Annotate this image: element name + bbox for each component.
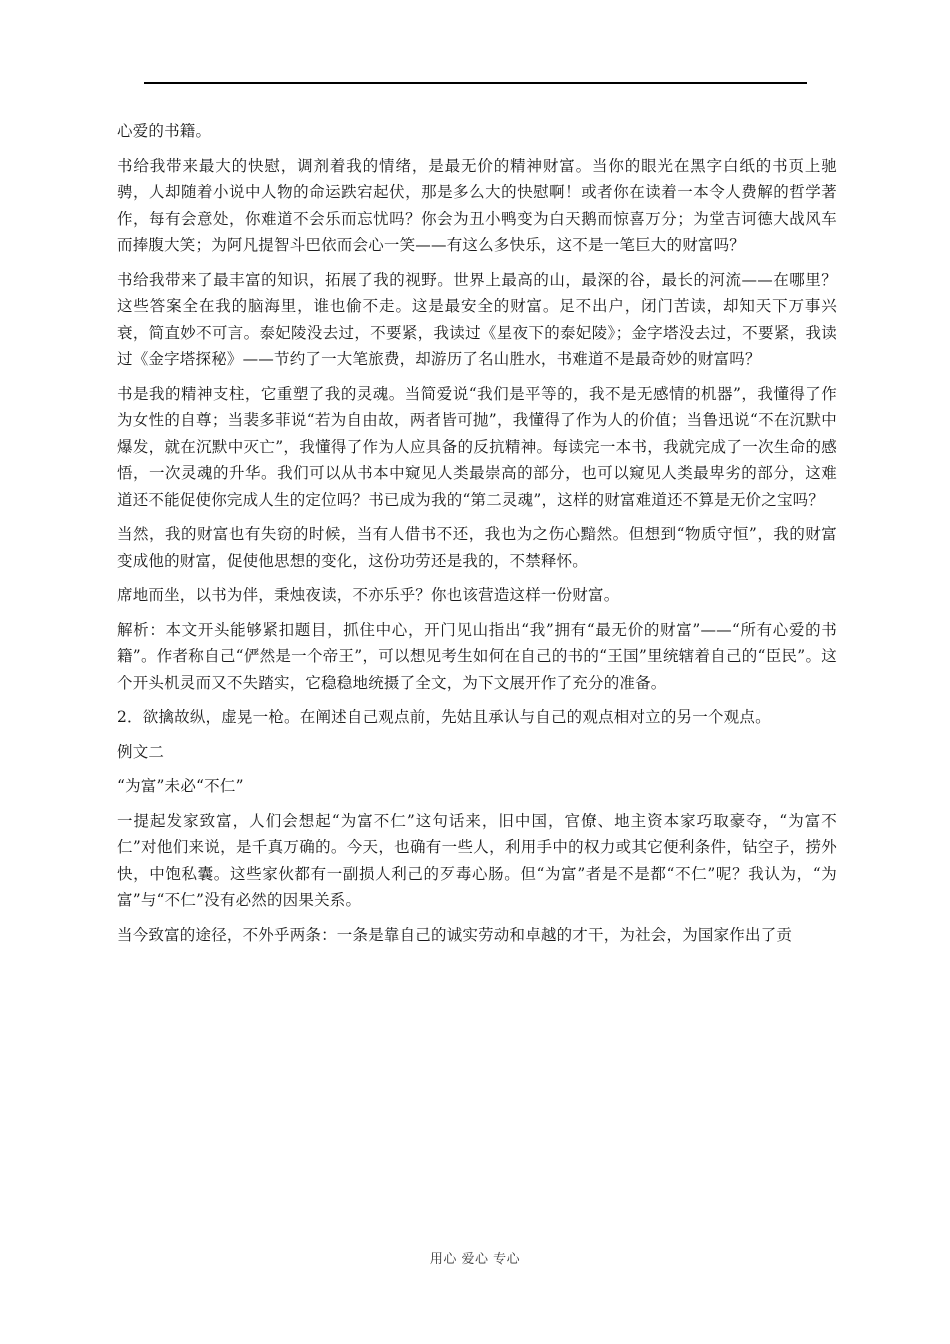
- page-footer: 用心 爱心 专心: [429, 1252, 521, 1267]
- analysis-paragraph: 解析：本文开头能够紧扣题目，抓住中心，开门见山指出“我”拥有“最无价的财富”——“所有心爱的书籍”。作者称自己“俨然是一个帝王”，可以想见考生如何在自己的书的“王国”里统辖着自己的“臣民”。这个开头机灵而又不失踏实，它稳稳地统摄了全文，为下文展开作了充分的准备。: [117, 620, 837, 692]
- document-body: [117, 118, 837, 956]
- paragraph: 席地而坐，以书为伴，秉烛夜读，不亦乐乎？你也该营造这样一份财富。: [117, 586, 620, 604]
- paragraph: 当今致富的途径，不外乎两条：一条是靠自己的诚实劳动和卓越的才干，为社会，为国家作出了贡: [117, 925, 793, 944]
- technique-heading: 2．欲擒故纵，虚晃一枪。在阐述自己观点前，先姑且承认与自己的观点相对立的另一个观点。: [117, 708, 771, 726]
- header-rule: [144, 82, 807, 84]
- example-label: 例文二: [117, 742, 165, 761]
- essay-title: “为富”未必“不仁”: [117, 777, 244, 795]
- paragraph: 心爱的书籍。: [117, 122, 212, 140]
- paragraph: 书给我带来最大的快慰，调剂着我的情绪，是最无价的精神财富。当你的眼光在黑字白纸的书页上驰骋，人却随着小说中人物的命运跌宕起伏，那是多么大的快慰啊！或者你在读着一本令人费解的哲学著作，每有会意处，你难道不会乐而忘忧吗？你会为丑小鸭变为白天鹅而惊喜万分；为堂吉诃德大战风车而捧腹大笑；为阿凡提智斗巴依而会心一笑——有这么多快乐，这不是一笔巨大的财富吗？: [117, 156, 837, 254]
- paragraph: 书是我的精神支柱，它重塑了我的灵魂。当简爱说“我们是平等的，我不是无感情的机器”，我懂得了作为女性的自尊；当裴多菲说“若为自由故，两者皆可抛”，我懂得了作为人的价值；当鲁迅说“不在沉默中爆发，就在沉默中灭亡”，我懂得了作为人应具备的反抗精神。每读完一本书，我就完成了一次生命的感悟，一次灵魂的升华。我们可以从书本中窥见人类最崇高的部分，也可以窥见人类最卑劣的部分，这难道还不能促使你完成人生的定位吗？书已成为我的“第二灵魂”，这样的财富难道还不算是无价之宝吗？: [117, 384, 837, 509]
- paragraph: 书给我带来了最丰富的知识，拓展了我的视野。世界上最高的山，最深的谷，最长的河流——在哪里？这些答案全在我的脑海里，谁也偷不走。这是最安全的财富。足不出户，闭门苦读，却知天下万事兴衰，简直妙不可言。泰妃陵没去过，不要紧，我读过《星夜下的泰妃陵》；金字塔没去过，不要紧，我读过《金字塔探秘》——节约了一大笔旅费，却游历了名山胜水，书难道不是最奇妙的财富吗？: [117, 270, 837, 368]
- paragraph: 一提起发家致富，人们会想起“为富不仁”这句话来，旧中国，官僚、地主资本家巧取豪夺，“为富不仁”对他们来说，是千真万确的。今天，也确有一些人，利用手中的权力或其它便利条件，钻空子，捞外快，中饱私囊。这些家伙都有一副损人利己的歹毒心肠。但“为富”者是不是都“不仁”呢？我认为，“为富”与“不仁”没有必然的因果关系。: [117, 811, 837, 909]
- paragraph: 当然，我的财富也有失窃的时候，当有人借书不还，我也为之伤心黯然。但想到“物质守恒”，我的财富变成他的财富，促使他思想的变化，这份功劳还是我的，不禁释怀。: [117, 525, 837, 570]
